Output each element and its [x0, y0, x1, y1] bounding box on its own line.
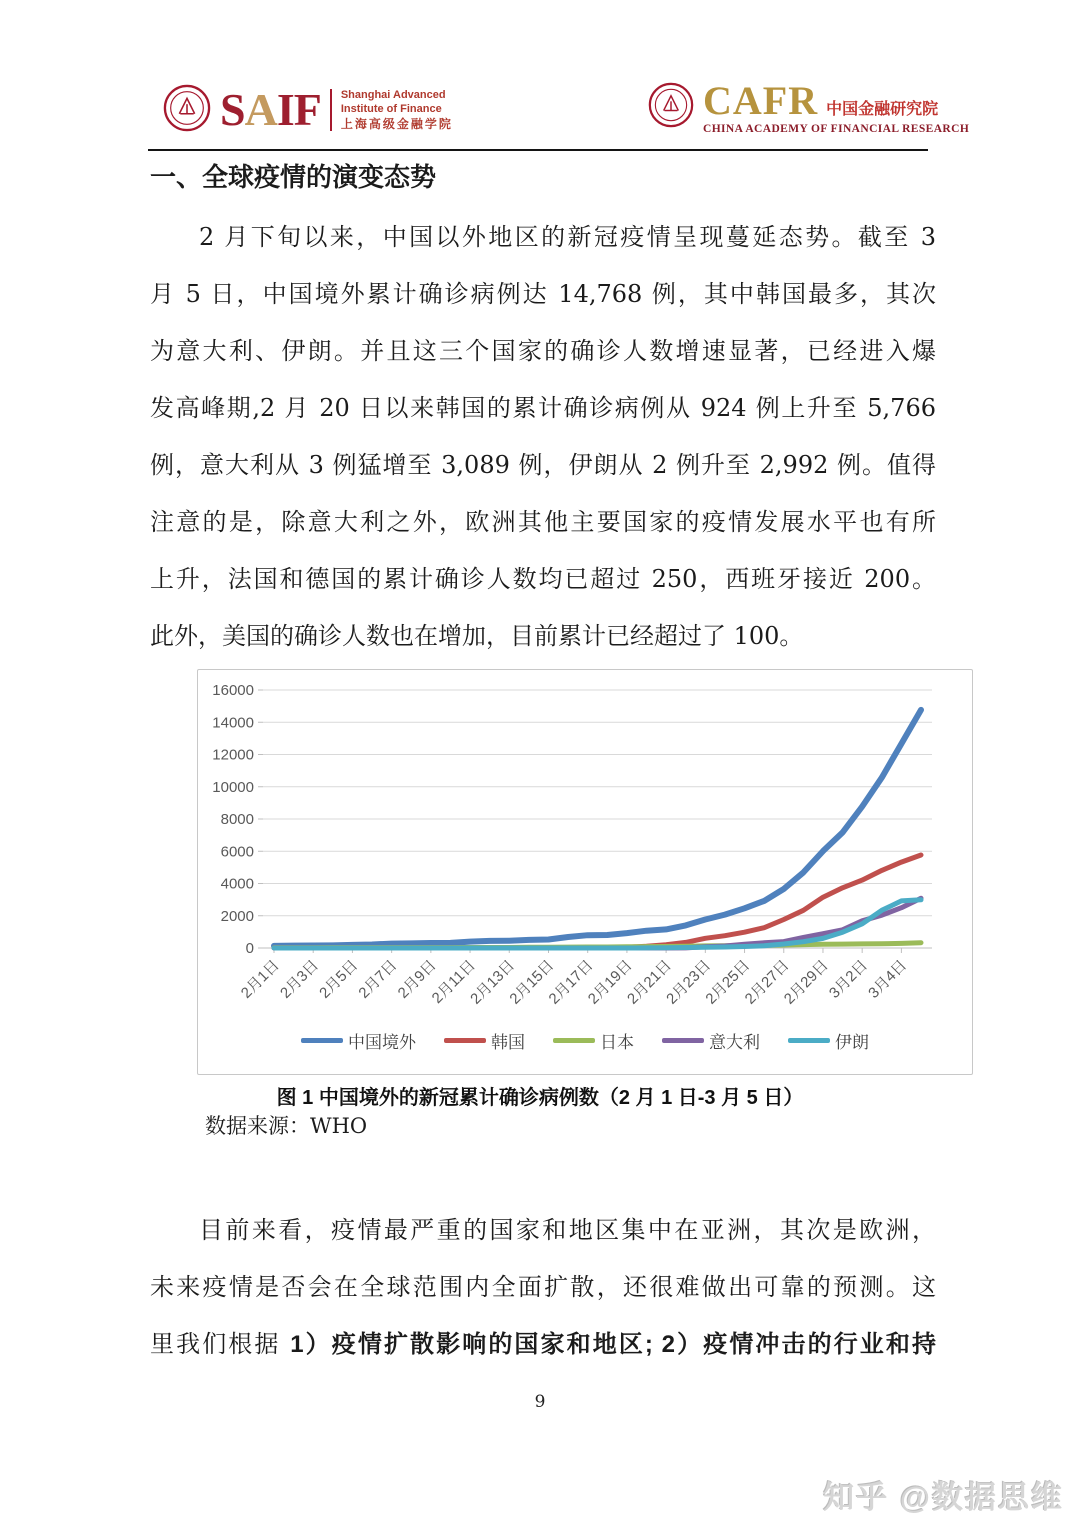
header-divider	[148, 149, 928, 151]
paragraph-line: 此外，美国的确诊人数也在增加，目前累计已经超过了 100。	[150, 622, 804, 650]
cafr-acronym: CAFR	[703, 78, 819, 123]
svg-text:2月15日: 2月15日	[506, 956, 558, 1008]
saif-acronym-letter: I	[276, 84, 294, 135]
svg-text:12000: 12000	[212, 746, 254, 764]
saif-cn-line: 上海高级金融学院	[340, 116, 453, 131]
legend-swatch	[553, 1038, 595, 1043]
cafr-logo	[648, 78, 970, 135]
legend-label: 日本	[600, 1033, 634, 1052]
watermark: 知乎 @数据思维	[823, 1480, 1064, 1515]
svg-text:2000: 2000	[220, 907, 254, 925]
svg-text:2月7日: 2月7日	[355, 956, 401, 1002]
paragraph-line: 注意的是，除意大利之外，欧洲其他主要国家的疫情发展水平也有所	[150, 508, 936, 536]
svg-text:16000: 16000	[212, 682, 254, 699]
legend-item	[301, 1028, 416, 1053]
cafr-cn-name: 中国金融研究院	[826, 101, 939, 118]
saif-logo-divider	[330, 89, 332, 131]
svg-text:2月27日: 2月27日	[741, 956, 793, 1008]
section-heading: 一、全球疫情的演变态势	[150, 163, 437, 193]
svg-text:2月19日: 2月19日	[584, 956, 636, 1008]
paragraph-text: 里我们根据	[150, 1330, 291, 1358]
svg-text:2月21日: 2月21日	[624, 956, 675, 1008]
svg-text:14000: 14000	[212, 714, 254, 732]
cafr-seal-icon	[648, 82, 694, 132]
legend-label: 意大利	[709, 1033, 760, 1052]
paragraph-line: 发高峰期,2 月 20 日以来韩国的累计确诊病例从 924 例上升至 5,766	[150, 394, 936, 422]
saif-seal-icon	[163, 84, 211, 136]
paragraph-line	[150, 1316, 936, 1373]
figure-caption: 图 1 中国境外的新冠累计确诊病例数（2 月 1 日-3 月 5 日）	[276, 1087, 804, 1109]
svg-text:2月17日: 2月17日	[545, 956, 597, 1008]
saif-en-line2: Institute of Finance	[340, 102, 442, 115]
svg-text:0: 0	[245, 940, 254, 957]
figure-chart	[197, 669, 973, 1075]
svg-text:3月2日: 3月2日	[825, 956, 872, 1002]
svg-text:4000: 4000	[220, 875, 254, 893]
cafr-en-name: CHINA ACADEMY OF FINANCIAL RESEARCH	[703, 123, 970, 135]
legend-item	[444, 1028, 525, 1053]
paragraph-line: 目前来看，疫情最严重的国家和地区集中在亚洲，其次是欧洲，	[199, 1216, 936, 1244]
svg-text:8000: 8000	[220, 811, 254, 828]
paragraph-line: 为意大利、伊朗。并且这三个国家的确诊人数增速显著，已经进入爆	[150, 337, 936, 365]
legend-label: 韩国	[491, 1033, 525, 1052]
paragraph-2	[150, 1202, 936, 1373]
page-number: 9	[534, 1392, 546, 1412]
series-line-5	[274, 900, 921, 948]
svg-text:2月23日: 2月23日	[663, 956, 715, 1008]
svg-text:2月13日: 2月13日	[467, 956, 519, 1008]
saif-acronym-letter: A	[244, 84, 277, 135]
legend-item	[788, 1028, 869, 1053]
legend-swatch	[301, 1038, 343, 1043]
legend-swatch	[788, 1038, 830, 1043]
svg-text:3月4日: 3月4日	[865, 956, 911, 1002]
svg-text:2月1日: 2月1日	[237, 956, 283, 1002]
series-line-1	[274, 710, 921, 946]
saif-logo	[163, 78, 453, 142]
legend-item	[553, 1028, 634, 1053]
paragraph-bold-text: 1）疫情扩散影响的国家和地区; 2）疫情冲击的行业和持	[290, 1331, 936, 1358]
saif-logo-text	[341, 89, 453, 132]
covid-line-chart	[198, 670, 972, 1022]
paragraph-1	[150, 209, 936, 665]
paragraph-line: 例，意大利从 3 例猛增至 3,089 例，伊朗从 2 例升至 2,992 例。值得	[150, 451, 936, 479]
svg-text:2月29日: 2月29日	[780, 956, 832, 1008]
svg-text:2月3日: 2月3日	[277, 956, 323, 1002]
paragraph-line: 月 5 日，中国境外累计确诊病例达 14,768 例，其中韩国最多，其次	[150, 280, 936, 308]
svg-text:10000: 10000	[212, 778, 254, 796]
saif-acronym-letter: F	[293, 84, 321, 135]
data-source: 数据来源：WHO	[205, 1114, 368, 1138]
legend-label: 伊朗	[835, 1033, 869, 1052]
paragraph-line: 2 月下旬以来，中国以外地区的新冠疫情呈现蔓延态势。截至 3	[199, 223, 936, 251]
svg-text:2月25日: 2月25日	[702, 956, 754, 1008]
svg-text:2月5日: 2月5日	[316, 956, 362, 1002]
saif-acronym	[220, 84, 321, 135]
svg-text:2月9日: 2月9日	[394, 956, 440, 1002]
svg-text:2月11日: 2月11日	[428, 956, 479, 1007]
legend-swatch	[444, 1038, 486, 1043]
saif-en-line1: Shanghai Advanced	[340, 88, 446, 101]
svg-text:6000: 6000	[220, 843, 254, 861]
chart-legend	[198, 1028, 972, 1053]
paragraph-line: 上升，法国和德国的累计确诊人数均已超过 250，西班牙接近 200。	[150, 565, 936, 593]
legend-item	[662, 1028, 760, 1053]
saif-acronym-letter: S	[220, 84, 245, 135]
legend-label: 中国境外	[348, 1033, 416, 1052]
legend-swatch	[662, 1038, 704, 1043]
paragraph-line: 未来疫情是否会在全球范围内全面扩散，还很难做出可靠的预测。这	[150, 1273, 936, 1301]
